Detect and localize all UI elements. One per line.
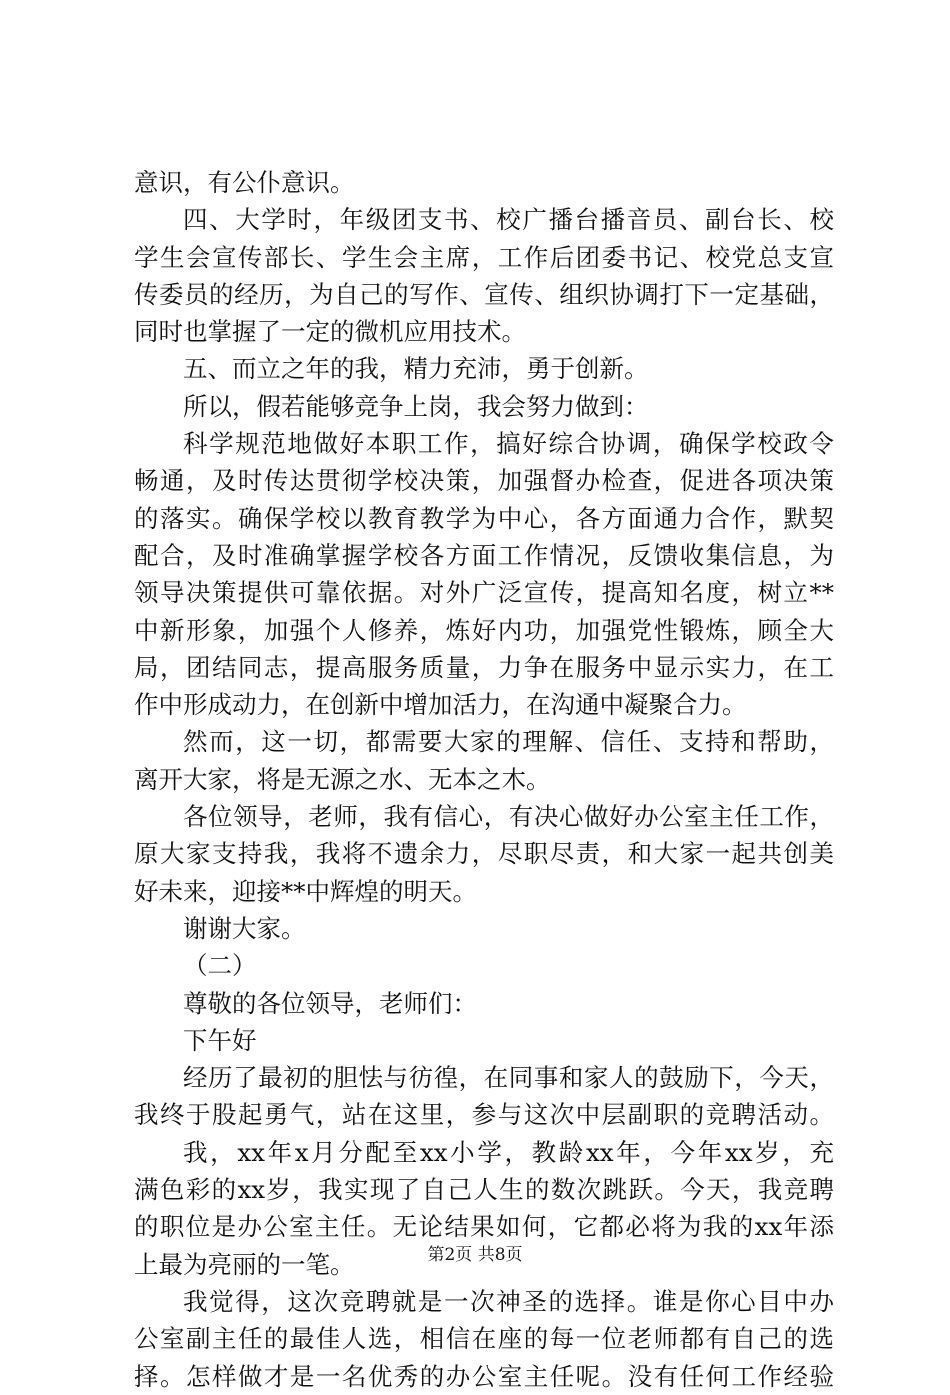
text-line: 传委员的经历，为自己的写作、宣传、组织协调打下一定基础， xyxy=(134,279,834,309)
page-footer xyxy=(0,1243,950,1267)
text-line: 局，团结同志，提高服务质量，力争在服务中显示实力，在工 xyxy=(134,652,834,682)
text-line: 的职位是办公室主任。无论结果如何，它都必将为我的xx年添 xyxy=(134,1212,834,1242)
text-line: 意识，有公仆意识。 xyxy=(134,168,355,197)
text-line: 各位领导，老师，我有信心，有决心做好办公室主任工作， xyxy=(183,802,834,832)
text-line: 上最为亮丽的一笔。 xyxy=(134,1249,355,1279)
text-line: 配合，及时准确掌握学校各方面工作情况，反馈收集信息，为 xyxy=(134,540,834,570)
text-line: 我终于股起勇气，站在这里，参与这次中层副职的竞聘活动。 xyxy=(134,1100,834,1130)
section-heading: （二） xyxy=(183,951,257,981)
text-line: 四、大学时，年级团支书、校广播台播音员、副台长、校 xyxy=(183,205,834,235)
text-line: 满色彩的xx岁，我实现了自己人生的数次跳跃。今天，我竞聘 xyxy=(134,1175,834,1205)
salutation: 尊敬的各位领导，老师们： xyxy=(183,988,477,1018)
text-line: 中新形象，加强个人修养，炼好内功，加强党性锻炼，顾全大 xyxy=(134,615,834,645)
text-line: 作中形成动力，在创新中增加活力，在沟通中凝聚合力。 xyxy=(134,690,747,720)
text-line: 择。怎样做才是一名优秀的办公室主任呢。没有任何工作经验 xyxy=(134,1361,834,1391)
text-line: 科学规范地做好本职工作，搞好综合协调，确保学校政令 xyxy=(183,429,834,459)
text-line: 离开大家，将是无源之水、无本之木。 xyxy=(134,764,551,794)
text-line: 经历了最初的胆怯与彷徨，在同事和家人的鼓励下，今天， xyxy=(183,1063,834,1093)
text-line: 我，xx年x月分配至xx小学，教龄xx年，今年xx岁，充 xyxy=(183,1137,834,1167)
text-line: 公室副主任的最佳人选，相信在座的每一位老师都有自己的选 xyxy=(134,1324,834,1354)
text-line: 同时也掌握了一定的微机应用技术。 xyxy=(134,317,526,347)
text-line: 领导决策提供可靠依据。对外广泛宣传，提高知名度，树立** xyxy=(134,578,834,608)
text-line: 的落实。确保学校以教育教学为中心，各方面通力合作，默契 xyxy=(134,503,834,533)
text-line: 我觉得，这次竞聘就是一次神圣的选择。谁是你心目中办 xyxy=(183,1286,834,1316)
text-line: 然而，这一切，都需要大家的理解、信任、支持和帮助， xyxy=(183,727,834,757)
text-line: 所以，假若能够竞争上岗，我会努力做到： xyxy=(183,391,649,421)
text-line: 畅通，及时传达贯彻学校决策，加强督办检查，促进各项决策 xyxy=(134,466,834,496)
text-line: 学生会宣传部长、学生会主席，工作后团委书记、校党总支宣 xyxy=(134,242,834,272)
text-line: 好未来，迎接**中辉煌的明天。 xyxy=(134,876,477,906)
text-line: 原大家支持我，我将不遗余力，尽职尽责，和大家一起共创美 xyxy=(134,839,834,869)
document-body xyxy=(134,164,834,1395)
text-line: 五、而立之年的我，精力充沛，勇于创新。 xyxy=(183,354,649,384)
text-line: 谢谢大家。 xyxy=(183,913,306,943)
page-number-label: 第2页 共8页 xyxy=(427,1245,523,1265)
greeting: 下午好 xyxy=(183,1025,257,1055)
